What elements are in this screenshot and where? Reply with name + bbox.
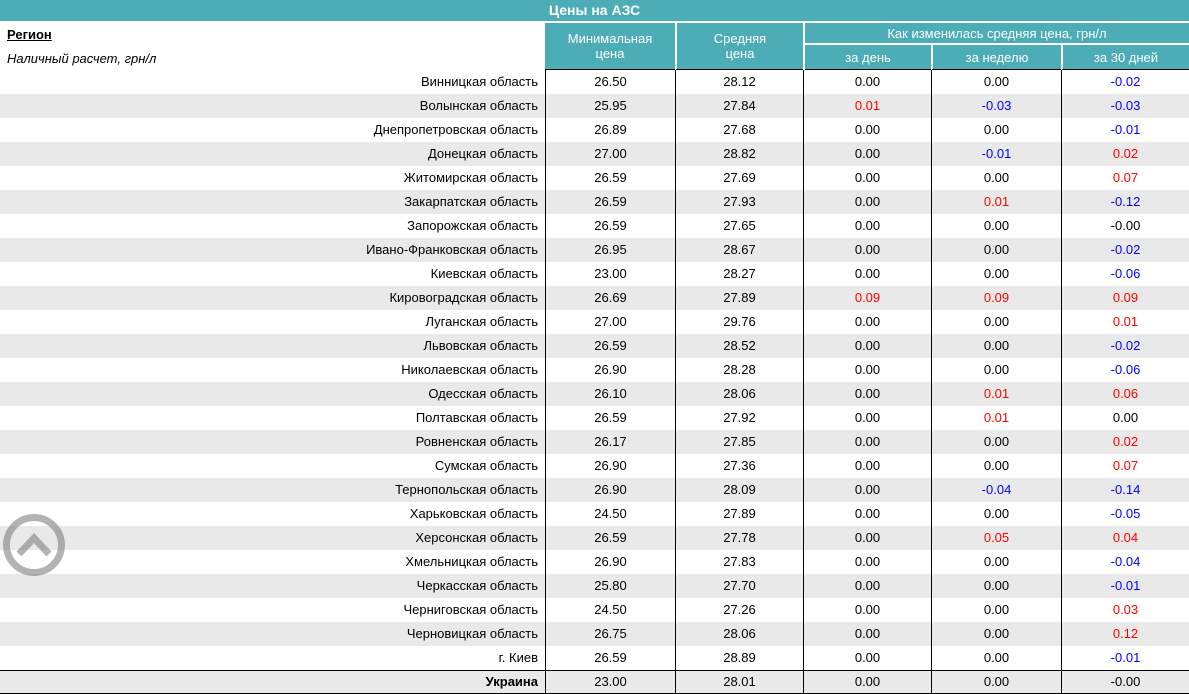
min-price-cell: 26.59 [545,214,675,238]
month-change-cell: 0.09 [1061,286,1189,310]
region-cell: Ровненская область [415,434,538,449]
day-change-cell: 0.00 [803,382,931,406]
day-change-cell: 0.00 [803,574,931,598]
avg-price-cell: 27.68 [675,118,803,142]
month-change-cell: 0.07 [1061,166,1189,190]
month-change-cell: -0.06 [1061,358,1189,382]
week-change-cell: 0.00 [931,310,1061,334]
region-cell: Черновицкая область [406,626,538,641]
week-change-cell: 0.00 [931,646,1061,670]
avg-price-cell: 28.28 [675,358,803,382]
day-change-cell: 0.01 [803,94,931,118]
page-title: Цены на АЗС [0,0,1189,21]
avg-price-column-header: Средняя цена [675,23,803,70]
region-cell: Житомирская область [403,170,538,185]
region-cell: Кировоградская область [389,290,538,305]
min-price-cell: 26.59 [545,166,675,190]
region-cell: Днепропетровская область [373,122,538,137]
day-change-cell: 0.00 [803,190,931,214]
table-row [0,118,1189,142]
region-cell: Харьковская область [409,506,538,521]
avg-price-cell: 27.83 [675,550,803,574]
table-row [0,430,1189,454]
day-change-cell: 0.00 [803,70,931,94]
week-change-cell: -0.04 [931,478,1061,502]
month-change-cell: -0.01 [1061,646,1189,670]
avg-price-cell: 27.92 [675,406,803,430]
region-cell: Закарпатская область [404,194,538,209]
table-row [0,646,1189,670]
min-price-cell: 26.59 [545,526,675,550]
day-change-cell: 0.00 [803,671,931,693]
region-cell: Херсонская область [415,530,538,545]
avg-price-cell: 27.70 [675,574,803,598]
week-change-cell: -0.01 [931,142,1061,166]
table-row [0,190,1189,214]
region-cell: Черкасская область [416,578,538,593]
month-change-cell: 0.01 [1061,310,1189,334]
min-price-cell: 26.59 [545,334,675,358]
week-change-cell: 0.00 [931,550,1061,574]
table-body [0,70,1189,694]
table-row [0,502,1189,526]
min-price-cell: 26.90 [545,550,675,574]
payment-type-label: Наличный расчет, грн/л [7,51,157,66]
table-header [0,23,1189,70]
region-cell: Сумская область [434,458,538,473]
table-row [0,526,1189,550]
month-change-cell: -0.02 [1061,334,1189,358]
week-change-cell: 0.00 [931,598,1061,622]
table-row [0,622,1189,646]
table-row [0,670,1189,694]
week-change-cell: 0.05 [931,526,1061,550]
min-price-cell: 26.89 [545,118,675,142]
region-header-cell [0,23,545,70]
avg-price-cell: 27.69 [675,166,803,190]
month-change-cell: -0.02 [1061,70,1189,94]
day-change-cell: 0.00 [803,406,931,430]
change-columns-group [803,23,1189,70]
table-row [0,334,1189,358]
min-price-cell: 24.50 [545,598,675,622]
min-price-cell: 26.59 [545,190,675,214]
month-change-cell: 0.04 [1061,526,1189,550]
week-change-cell: 0.00 [931,454,1061,478]
table-row [0,262,1189,286]
avg-price-cell: 28.27 [675,262,803,286]
min-price-cell: 23.00 [545,262,675,286]
week-change-cell: 0.09 [931,286,1061,310]
min-price-cell: 25.95 [545,94,675,118]
month-change-cell: 0.12 [1061,622,1189,646]
day-change-cell: 0.00 [803,646,931,670]
region-column-link[interactable]: Регион [7,27,52,42]
min-price-cell: 26.17 [545,430,675,454]
region-cell: Луганская область [425,314,538,329]
avg-price-cell: 27.84 [675,94,803,118]
week-change-cell: 0.00 [931,214,1061,238]
table-row [0,214,1189,238]
month-change-cell: -0.12 [1061,190,1189,214]
min-price-cell: 26.69 [545,286,675,310]
month-change-cell: -0.00 [1061,671,1189,693]
month-change-cell: -0.01 [1061,574,1189,598]
week-change-cell: 0.00 [931,671,1061,693]
table-row [0,598,1189,622]
min-price-cell: 26.90 [545,358,675,382]
week-change-cell: 0.00 [931,166,1061,190]
week-change-cell: 0.00 [931,262,1061,286]
min-price-cell: 26.10 [545,382,675,406]
week-change-cell: 0.00 [931,502,1061,526]
table-row [0,310,1189,334]
avg-price-cell: 28.52 [675,334,803,358]
day-column-header: за день [805,45,931,70]
day-change-cell: 0.00 [803,214,931,238]
region-cell: Украина [485,674,538,689]
month-change-cell: 0.03 [1061,598,1189,622]
month-change-cell: -0.06 [1061,262,1189,286]
chevron-up-icon [2,513,66,577]
min-price-cell: 27.00 [545,310,675,334]
day-change-cell: 0.00 [803,430,931,454]
min-price-cell: 26.90 [545,478,675,502]
month-change-cell: 0.02 [1061,142,1189,166]
region-cell: Николаевская область [401,362,538,377]
region-cell: Киевская область [430,266,538,281]
avg-price-cell: 27.36 [675,454,803,478]
week-change-cell: 0.01 [931,190,1061,214]
table-row [0,382,1189,406]
min-price-cell: 26.59 [545,406,675,430]
week-change-cell: 0.00 [931,622,1061,646]
day-change-cell: 0.00 [803,334,931,358]
table-row [0,286,1189,310]
month-change-cell: -0.14 [1061,478,1189,502]
table-row [0,358,1189,382]
min-price-cell: 24.50 [545,502,675,526]
avg-price-cell: 27.78 [675,526,803,550]
day-change-cell: 0.00 [803,622,931,646]
min-price-cell: 26.90 [545,454,675,478]
table-row [0,238,1189,262]
change-subheaders [805,45,1189,70]
region-cell: Донецкая область [427,146,538,161]
avg-price-cell: 28.89 [675,646,803,670]
region-cell: Волынская область [419,98,538,113]
day-change-cell: 0.00 [803,118,931,142]
avg-price-cell: 29.76 [675,310,803,334]
min-price-cell: 27.00 [545,142,675,166]
week-change-cell: -0.03 [931,94,1061,118]
day-change-cell: 0.00 [803,526,931,550]
month-change-cell: 0.06 [1061,382,1189,406]
table-row [0,574,1189,598]
table-row [0,406,1189,430]
day-change-cell: 0.09 [803,286,931,310]
region-cell: Ивано-Франковская область [366,242,538,257]
region-cell: Черниговская область [403,602,538,617]
month-change-cell: -0.01 [1061,118,1189,142]
avg-price-cell: 28.82 [675,142,803,166]
min-price-cell: 26.50 [545,70,675,94]
region-cell: Хмельницкая область [405,554,538,569]
day-change-cell: 0.00 [803,238,931,262]
scroll-to-top-button[interactable] [2,513,66,577]
month-change-cell: -0.02 [1061,238,1189,262]
table-row [0,94,1189,118]
min-price-cell: 23.00 [545,671,675,693]
avg-price-cell: 28.67 [675,238,803,262]
month-change-cell: -0.03 [1061,94,1189,118]
region-cell: Полтавская область [415,410,538,425]
avg-price-cell: 28.06 [675,622,803,646]
table-row [0,454,1189,478]
avg-price-cell: 28.09 [675,478,803,502]
day-change-cell: 0.00 [803,142,931,166]
week-change-cell: 0.01 [931,382,1061,406]
avg-price-cell: 27.65 [675,214,803,238]
avg-price-cell: 27.89 [675,286,803,310]
month-change-cell: -0.00 [1061,214,1189,238]
region-cell: Тернопольская область [395,482,538,497]
week-change-cell: 0.00 [931,574,1061,598]
region-cell: г. Киев [498,650,538,665]
min-price-column-header: Минимальная цена [545,23,675,70]
avg-price-cell: 27.89 [675,502,803,526]
month-column-header: за 30 дней [1061,45,1189,70]
month-change-cell: 0.00 [1061,406,1189,430]
day-change-cell: 0.00 [803,478,931,502]
month-change-cell: -0.05 [1061,502,1189,526]
avg-price-cell: 27.26 [675,598,803,622]
day-change-cell: 0.00 [803,550,931,574]
min-price-cell: 26.95 [545,238,675,262]
week-change-cell: 0.00 [931,118,1061,142]
avg-price-cell: 27.85 [675,430,803,454]
week-change-cell: 0.00 [931,430,1061,454]
region-cell: Запорожская область [407,218,538,233]
region-cell: Львовская область [423,338,538,353]
min-price-cell: 26.75 [545,622,675,646]
day-change-cell: 0.00 [803,454,931,478]
month-change-cell: 0.07 [1061,454,1189,478]
day-change-cell: 0.00 [803,598,931,622]
region-cell: Одесская область [428,386,538,401]
avg-price-cell: 28.06 [675,382,803,406]
table-row [0,550,1189,574]
table-row [0,70,1189,94]
avg-price-cell: 28.12 [675,70,803,94]
month-change-cell: 0.02 [1061,430,1189,454]
avg-price-cell: 27.93 [675,190,803,214]
month-change-cell: -0.04 [1061,550,1189,574]
avg-price-cell: 28.01 [675,671,803,693]
min-price-cell: 25.80 [545,574,675,598]
week-column-header: за неделю [931,45,1061,70]
day-change-cell: 0.00 [803,166,931,190]
week-change-cell: 0.01 [931,406,1061,430]
day-change-cell: 0.00 [803,262,931,286]
day-change-cell: 0.00 [803,358,931,382]
min-price-cell: 26.59 [545,646,675,670]
table-row [0,478,1189,502]
table-row [0,142,1189,166]
week-change-cell: 0.00 [931,70,1061,94]
week-change-cell: 0.00 [931,358,1061,382]
week-change-cell: 0.00 [931,334,1061,358]
table-row [0,166,1189,190]
change-group-header: Как изменилась средняя цена, грн/л [805,23,1189,45]
day-change-cell: 0.00 [803,310,931,334]
region-cell: Винницкая область [421,74,538,89]
day-change-cell: 0.00 [803,502,931,526]
week-change-cell: 0.00 [931,238,1061,262]
